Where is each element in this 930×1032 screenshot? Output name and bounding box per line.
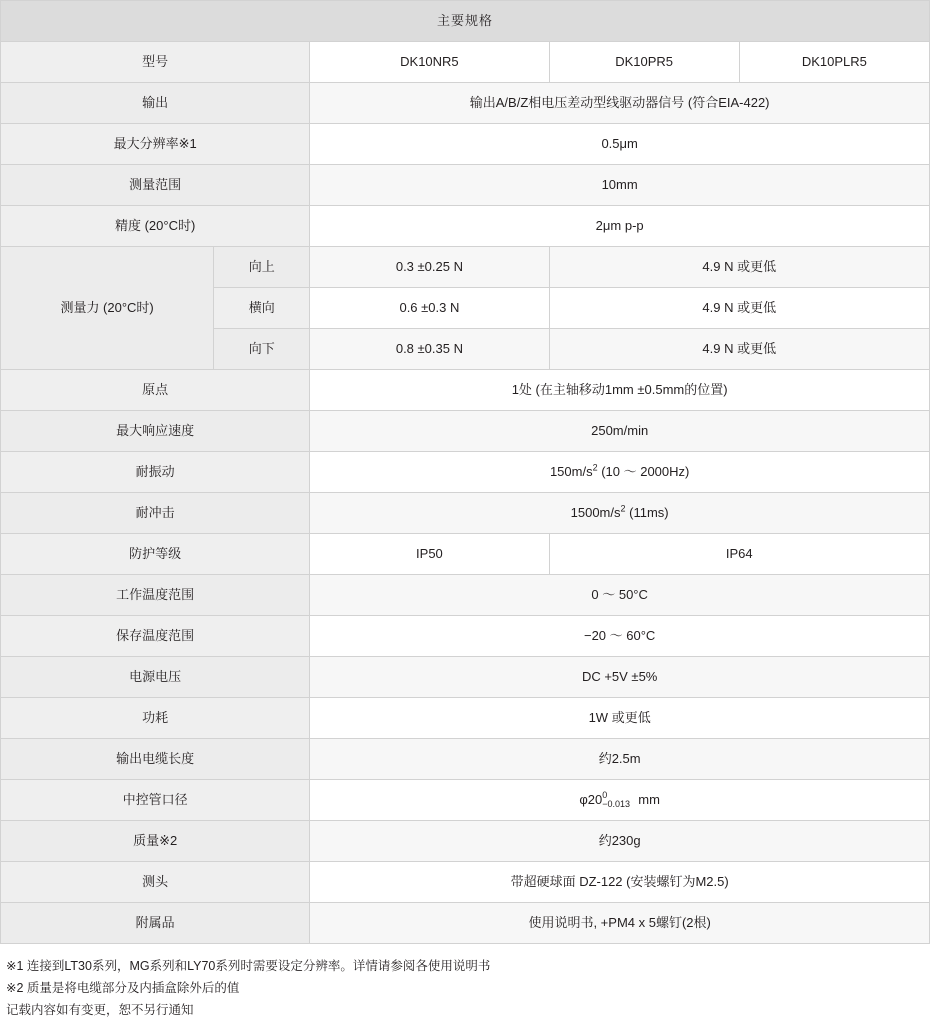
table-title-row: [1, 1, 930, 42]
stem-tolerance-lower: −0.013: [602, 799, 631, 810]
row-value-origin: 1处 (在主轴移动1mm ±0.5mm的位置): [310, 370, 930, 411]
table-row: [1, 739, 930, 780]
table-row: [1, 657, 930, 698]
force-up-value-1: 0.3 ±0.25 N: [310, 247, 549, 288]
footnote-2: ※2 质量是将电缆部分及内插盒除外后的值: [6, 980, 240, 995]
row-label-cable-length: 输出电缆长度: [1, 739, 310, 780]
force-direction-side: 横向: [214, 288, 310, 329]
stem-value-pre: φ20: [579, 791, 603, 807]
force-side-value-1: 0.6 ±0.3 N: [310, 288, 549, 329]
row-value-stem-diameter: [310, 780, 930, 821]
row-label-resolution: 最大分辨率※1: [1, 124, 310, 165]
row-label-vibration: 耐振动: [1, 452, 310, 493]
row-value-storage-temperature: −20 ～ 60°C: [310, 616, 930, 657]
force-down-value-2: 4.9 N 或更低: [549, 329, 929, 370]
row-label-origin: 原点: [1, 370, 310, 411]
row-value-operating-temperature: 0 ～ 50°C: [310, 575, 930, 616]
table-row: [1, 452, 930, 493]
row-label-response-speed: 最大响应速度: [1, 411, 310, 452]
row-value-power: 1W 或更低: [310, 698, 930, 739]
table-row: [1, 534, 930, 575]
row-label-range: 测量范围: [1, 165, 310, 206]
row-value-voltage: DC +5V ±5%: [310, 657, 930, 698]
table-row: [1, 493, 930, 534]
footnote-1: ※1 连接到LT30系列，MG系列和LY70系列时需要设定分辨率。详情请参阅各使用说明书: [6, 959, 491, 973]
row-label-protection: 防护等级: [1, 534, 310, 575]
row-value-vibration: [310, 452, 930, 493]
row-label-voltage: 电源电压: [1, 657, 310, 698]
page-title: 主要规格: [1, 1, 930, 42]
row-label-mass: 质量※2: [1, 821, 310, 862]
table-row: [1, 575, 930, 616]
table-row: [1, 903, 930, 944]
protection-value-1: IP50: [310, 534, 549, 575]
shock-value-post: (11ms): [625, 505, 669, 521]
footnotes: [0, 944, 930, 1032]
row-label-measuring-force: 测量力 (20°C时): [1, 247, 214, 370]
vibration-value-pre: 150m/s: [549, 464, 593, 480]
row-label-contact-point: 测头: [1, 862, 310, 903]
force-side-value-2: 4.9 N 或更低: [549, 288, 929, 329]
row-value-contact-point: 带超硬球面 DZ-122 (安装螺钉为M2.5): [310, 862, 930, 903]
row-value-range: 10mm: [310, 165, 930, 206]
stem-value-post: mm: [638, 791, 660, 807]
row-label-output: 输出: [1, 83, 310, 124]
model-value-3: DK10PLR5: [739, 42, 929, 83]
row-value-response-speed: 250m/min: [310, 411, 930, 452]
model-value-1: DK10NR5: [310, 42, 549, 83]
row-value-accuracy: 2μm p-p: [310, 206, 930, 247]
row-value-cable-length: 约2.5m: [310, 739, 930, 780]
protection-value-2: IP64: [549, 534, 929, 575]
footnote-3: 记载内容如有变更，恕不另行通知: [6, 1002, 194, 1017]
table-row: [1, 206, 930, 247]
stem-tolerance: [602, 791, 630, 810]
vibration-value-post: (10 ～ 2000Hz): [597, 464, 690, 480]
table-row: [1, 370, 930, 411]
stem-tolerance-upper: 0: [602, 789, 608, 800]
row-value-output: 输出A/B/Z相电压差动型线驱动器信号 (符合EIA-422): [310, 83, 930, 124]
force-direction-down: 向下: [214, 329, 310, 370]
row-label-accessories: 附属品: [1, 903, 310, 944]
table-row: [1, 124, 930, 165]
table-row: [1, 780, 930, 821]
force-up-value-2: 4.9 N 或更低: [549, 247, 929, 288]
row-label-model: 型号: [1, 42, 310, 83]
model-value-2: DK10PR5: [549, 42, 739, 83]
force-down-value-1: 0.8 ±0.35 N: [310, 329, 549, 370]
row-label-shock: 耐冲击: [1, 493, 310, 534]
shock-value-pre: 1500m/s: [570, 505, 621, 521]
row-label-stem-diameter: 中控管口径: [1, 780, 310, 821]
row-label-operating-temperature: 工作温度范围: [1, 575, 310, 616]
table-row: [1, 411, 930, 452]
row-value-accessories: 使用说明书, +PM4 x 5螺钉(2根): [310, 903, 930, 944]
shock-exponent: 2: [620, 503, 626, 514]
table-row: [1, 165, 930, 206]
force-direction-up: 向上: [214, 247, 310, 288]
row-label-power: 功耗: [1, 698, 310, 739]
table-row: [1, 42, 930, 83]
table-row: [1, 821, 930, 862]
table-row: [1, 247, 930, 288]
table-row: [1, 83, 930, 124]
row-value-shock: [310, 493, 930, 534]
table-row: [1, 616, 930, 657]
table-row: [1, 698, 930, 739]
table-row: [1, 862, 930, 903]
row-value-mass: 约230g: [310, 821, 930, 862]
vibration-exponent: 2: [592, 462, 598, 473]
row-label-storage-temperature: 保存温度范围: [1, 616, 310, 657]
row-label-accuracy: 精度 (20°C时): [1, 206, 310, 247]
row-value-resolution: 0.5μm: [310, 124, 930, 165]
